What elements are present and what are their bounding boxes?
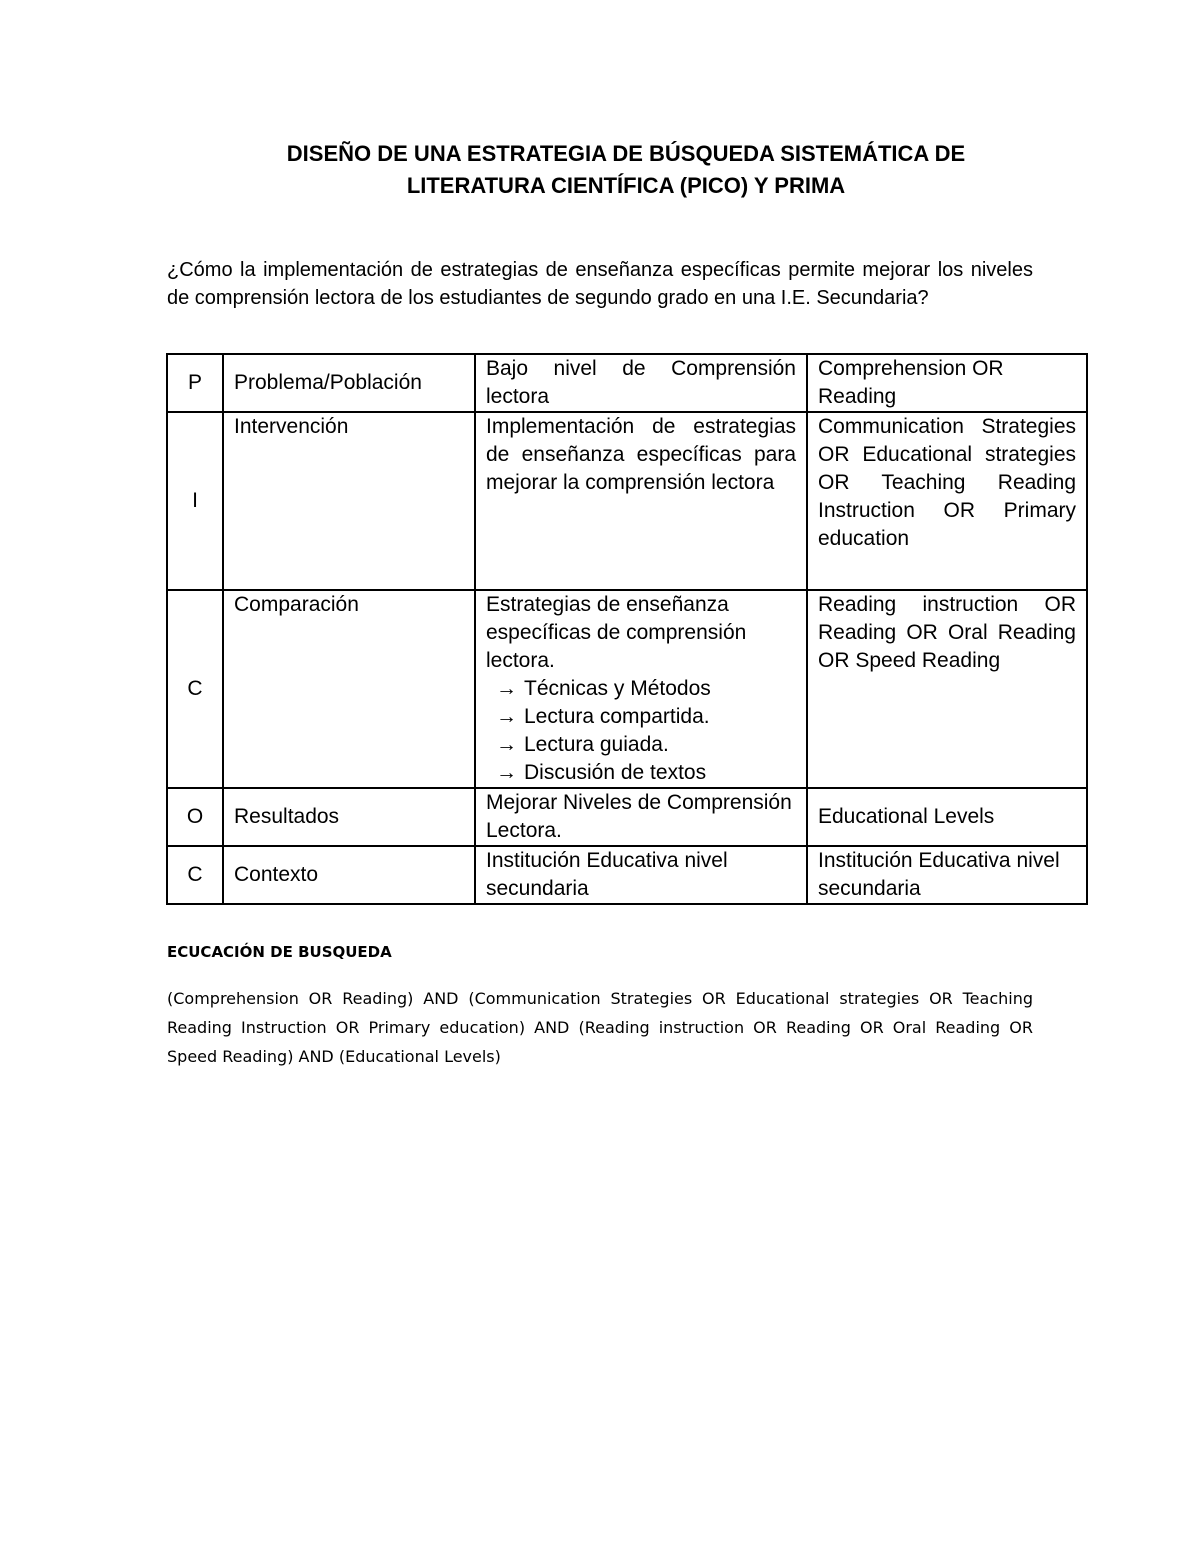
list-item xyxy=(496,759,796,787)
table-row xyxy=(167,788,1087,846)
pico-description: Estrategias de enseñanza específicas de comprensión lectora. xyxy=(486,593,747,672)
pico-terms: Institución Educativa nivel secundaria xyxy=(807,846,1087,904)
comparison-list xyxy=(486,675,796,787)
pico-terms: Educational Levels xyxy=(807,788,1087,846)
table-row xyxy=(167,590,1087,788)
list-item-label: Lectura compartida. xyxy=(524,705,710,728)
pico-component: Comparación xyxy=(223,590,475,788)
pico-terms: Communication Strategies OR Educational strategies OR Teaching Reading Instruction OR Primary education xyxy=(807,412,1087,590)
list-item-label: Discusión de textos xyxy=(524,761,707,784)
pico-description: Institución Educativa nivel secundaria xyxy=(475,846,807,904)
pico-letter: C xyxy=(167,590,223,788)
table-row xyxy=(167,412,1087,590)
pico-table xyxy=(166,353,1088,905)
pico-description: Implementación de estrategias de enseñanza específicas para mejorar la comprensión lectora xyxy=(475,412,807,590)
arrow-right-icon: → xyxy=(496,677,517,700)
list-item xyxy=(496,703,796,731)
list-item xyxy=(496,675,796,703)
pico-letter: O xyxy=(167,788,223,846)
research-question: ¿Cómo la implementación de estrategias de enseñanza específicas permite mejorar los niveles de comprensión lectora de los estudiantes de segundo grado en una I.E. Secundaria? xyxy=(167,259,1033,309)
pico-terms: Comprehension OR Reading xyxy=(807,354,1087,412)
table-row xyxy=(167,846,1087,904)
title-line-1: DISEÑO DE UNA ESTRATEGIA DE BÚSQUEDA SISTEMÁTICA DE xyxy=(286,141,966,166)
list-item xyxy=(496,731,796,759)
list-item-label: Lectura guiada. xyxy=(524,733,669,756)
document-title xyxy=(167,138,1085,202)
pico-letter: P xyxy=(167,354,223,412)
title-line-2: LITERATURA CIENTÍFICA (PICO) Y PRIMA xyxy=(406,173,846,198)
arrow-right-icon: → xyxy=(496,761,517,784)
pico-terms: Reading instruction OR Reading OR Oral Reading OR Speed Reading xyxy=(807,590,1087,788)
pico-description-cell xyxy=(475,590,807,788)
table-row xyxy=(167,354,1087,412)
pico-component: Problema/Población xyxy=(223,354,475,412)
pico-component: Intervención xyxy=(223,412,475,590)
pico-component: Contexto xyxy=(223,846,475,904)
pico-description: Mejorar Niveles de Comprensión Lectora. xyxy=(475,788,807,846)
arrow-right-icon: → xyxy=(496,733,517,756)
pico-letter: I xyxy=(167,412,223,590)
arrow-right-icon: → xyxy=(496,705,517,728)
search-equation-heading: ECUCACIÓN DE BUSQUEDA xyxy=(167,943,392,961)
list-item-label: Técnicas y Métodos xyxy=(524,677,711,700)
pico-description: Bajo nivel de Comprensión lectora xyxy=(475,354,807,412)
search-equation: (Comprehension OR Reading) AND (Communication Strategies OR Educational strategies OR Teaching Reading Instruction OR Primary education) AND (Reading instruction OR Reading OR Oral Reading OR Speed Reading) AND (Educational Levels) xyxy=(167,989,1033,1066)
pico-component: Resultados xyxy=(223,788,475,846)
pico-letter: C xyxy=(167,846,223,904)
